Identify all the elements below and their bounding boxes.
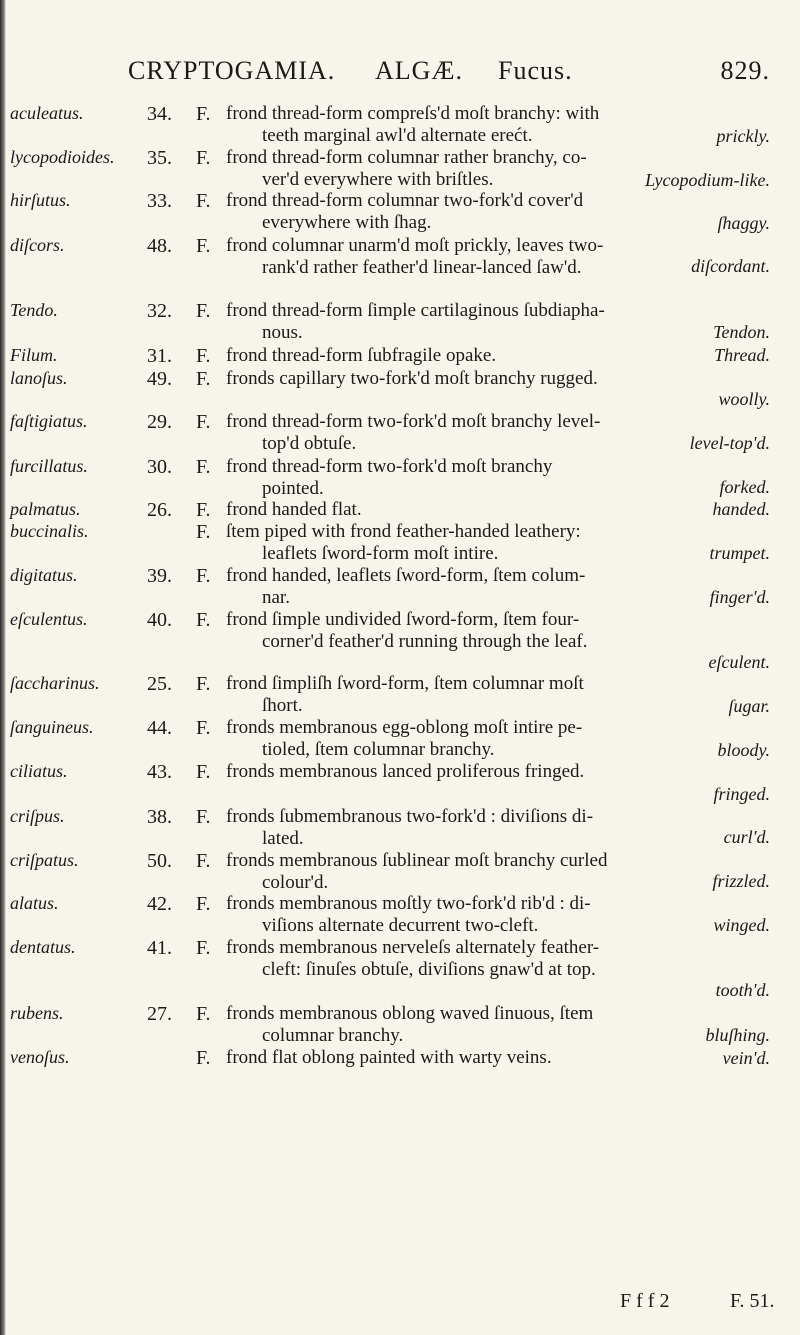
species-description	[226, 565, 768, 609]
english-name: bloody.	[717, 740, 770, 760]
species-description	[226, 235, 768, 279]
species-latin-name: buccinalis.	[10, 521, 89, 541]
english-name: woolly.	[718, 389, 770, 409]
species-number: 33.	[147, 190, 172, 212]
species-latin-name: eſculentus.	[10, 609, 88, 629]
species-latin-name: rubens.	[10, 1003, 64, 1023]
description-line: fronds ſubmembranous two-fork'd : diviſions di-	[226, 806, 594, 827]
species-description	[226, 300, 768, 344]
species-number: 42.	[147, 893, 172, 915]
genus-abbreviation: F.	[196, 368, 211, 390]
species-description	[226, 190, 768, 234]
species-number: 29.	[147, 411, 172, 433]
english-name: trumpet.	[709, 543, 770, 563]
genus-abbreviation: F.	[196, 609, 211, 631]
species-latin-name: Tendo.	[10, 300, 58, 320]
species-latin-name: dentatus.	[10, 937, 76, 957]
species-number: 38.	[147, 806, 172, 828]
description-line: leaflets ſword-form moſt intire.	[262, 543, 499, 564]
description-line: viſions alternate decurrent two-cleft.	[262, 915, 539, 936]
description-line: frond thread-form compreſs'd moſt branchy: with	[226, 103, 600, 124]
english-name: bluſhing.	[705, 1025, 770, 1045]
genus-abbreviation: F.	[196, 806, 211, 828]
description-line: frond ſimpliſh ſword-form, ſtem columnar moſt	[226, 673, 584, 694]
english-name: winged.	[713, 915, 770, 935]
species-latin-name: venoſus.	[10, 1047, 70, 1067]
species-latin-name: aculeatus.	[10, 103, 84, 123]
species-latin-name: palmatus.	[10, 499, 81, 519]
description-line: pointed.	[262, 478, 324, 499]
species-description	[226, 368, 768, 390]
description-line: frond handed flat.	[226, 499, 362, 520]
description-line: colour'd.	[262, 872, 329, 893]
species-number: 25.	[147, 673, 172, 695]
species-latin-name: furcillatus.	[10, 456, 88, 476]
species-number: 27.	[147, 1003, 172, 1025]
english-name: tooth'd.	[715, 980, 770, 1000]
description-line: frond ſimple undivided ſword-form, ſtem four-	[226, 609, 580, 630]
description-line: fronds membranous nerveleſs alternately feather-	[226, 937, 600, 958]
species-latin-name: criſpus.	[10, 806, 65, 826]
english-name: Lycopodium-like.	[645, 170, 770, 190]
species-description	[226, 1047, 768, 1069]
species-latin-name: alatus.	[10, 893, 59, 913]
description-line: frond thread-form two-fork'd moſt branchy	[226, 456, 553, 477]
description-line: everywhere with ſhag.	[262, 212, 432, 233]
description-line: fronds membranous ſublinear moſt branchy curled	[226, 850, 608, 871]
species-description	[226, 761, 768, 783]
genus-abbreviation: F.	[196, 761, 211, 783]
species-description	[226, 345, 768, 367]
species-latin-name: lanoſus.	[10, 368, 68, 388]
description-line: frond flat oblong painted with warty veins.	[226, 1047, 552, 1068]
genus-abbreviation: F.	[196, 300, 211, 322]
english-name: forked.	[719, 477, 770, 497]
description-line: frond thread-form columnar rather branchy, co-	[226, 147, 587, 168]
species-latin-name: diſcors.	[10, 235, 65, 255]
description-line: ſtem piped with frond feather-handed leathery:	[226, 521, 581, 542]
running-header	[128, 56, 770, 96]
description-line: nar.	[262, 587, 290, 608]
genus-abbreviation: F.	[196, 1003, 211, 1025]
english-name: curl'd.	[723, 827, 770, 847]
genus-abbreviation: F.	[196, 103, 211, 125]
species-latin-name: ſanguineus.	[10, 717, 94, 737]
species-description	[226, 673, 768, 717]
genus-abbreviation: F.	[196, 850, 211, 872]
english-name: Thread.	[714, 345, 770, 365]
genus-abbreviation: F.	[196, 345, 211, 367]
species-description	[226, 411, 768, 455]
species-number: 44.	[147, 717, 172, 739]
genus-abbreviation: F.	[196, 456, 211, 478]
species-number: 35.	[147, 147, 172, 169]
species-number: 49.	[147, 368, 172, 390]
genus-abbreviation: F.	[196, 411, 211, 433]
species-latin-name: digitatus.	[10, 565, 78, 585]
description-line: cleft: ſinuſes obtuſe, diviſions gnaw'd at top.	[262, 959, 596, 980]
species-number: 30.	[147, 456, 172, 478]
signature-mark: F f f 2	[620, 1290, 670, 1312]
header-order: ALGÆ.	[375, 56, 464, 85]
english-name: finger'd.	[709, 587, 770, 607]
description-line: lated.	[262, 828, 304, 849]
species-description	[226, 456, 768, 500]
species-number: 34.	[147, 103, 172, 125]
species-number: 41.	[147, 937, 172, 959]
description-line: ver'd everywhere with briſtles.	[262, 169, 494, 190]
description-line: fronds membranous lanced proliferous fringed.	[226, 761, 585, 782]
species-latin-name: faſtigiatus.	[10, 411, 88, 431]
english-name: frizzled.	[712, 871, 770, 891]
species-number: 43.	[147, 761, 172, 783]
species-description	[226, 609, 768, 653]
genus-abbreviation: F.	[196, 147, 211, 169]
description-line: tioled, ſtem columnar branchy.	[262, 739, 495, 760]
english-name: prickly.	[716, 126, 770, 146]
genus-abbreviation: F.	[196, 1047, 211, 1069]
species-description	[226, 937, 768, 981]
species-number: 32.	[147, 300, 172, 322]
description-line: fronds membranous oblong waved ſinuous, ſtem	[226, 1003, 594, 1024]
description-line: corner'd feather'd running through the leaf.	[262, 631, 588, 652]
species-number: 39.	[147, 565, 172, 587]
english-name: diſcordant.	[691, 256, 770, 276]
genus-abbreviation: F.	[196, 673, 211, 695]
description-line: top'd obtuſe.	[262, 433, 357, 454]
genus-abbreviation: F.	[196, 521, 211, 543]
description-line: columnar branchy.	[262, 1025, 404, 1046]
species-description	[226, 499, 768, 521]
catchword: F. 51.	[730, 1290, 775, 1312]
english-name: ſhaggy.	[717, 213, 770, 233]
description-line: frond columnar unarm'd moſt prickly, leaves two-	[226, 235, 604, 256]
english-name: Tendon.	[713, 322, 770, 342]
description-line: frond thread-form ſubfragile opake.	[226, 345, 497, 366]
page-number: 829.	[720, 56, 770, 85]
header-class: CRYPTOGAMIA.	[128, 56, 336, 85]
description-line: nous.	[262, 322, 303, 343]
species-latin-name: hirſutus.	[10, 190, 71, 210]
description-line: fronds membranous moſtly two-fork'd rib'd : di-	[226, 893, 591, 914]
description-line: frond thread-form columnar two-fork'd cover'd	[226, 190, 584, 211]
description-line: frond thread-form ſimple cartilaginous ſubdiapha-	[226, 300, 605, 321]
description-line: teeth marginal awl'd alternate erećt.	[262, 125, 533, 146]
species-number: 50.	[147, 850, 172, 872]
english-name: fringed.	[713, 784, 770, 804]
english-name: level-top'd.	[689, 433, 770, 453]
species-number: 31.	[147, 345, 172, 367]
species-description	[226, 1003, 768, 1047]
species-description	[226, 103, 768, 147]
genus-abbreviation: F.	[196, 235, 211, 257]
species-latin-name: criſpatus.	[10, 850, 79, 870]
species-number: 40.	[147, 609, 172, 631]
species-number: 26.	[147, 499, 172, 521]
genus-abbreviation: F.	[196, 190, 211, 212]
species-description	[226, 893, 768, 937]
description-line: fronds capillary two-fork'd moſt branchy rugged.	[226, 368, 598, 389]
binding-shadow	[0, 0, 6, 1335]
genus-abbreviation: F.	[196, 717, 211, 739]
description-line: ſhort.	[262, 695, 303, 716]
genus-abbreviation: F.	[196, 499, 211, 521]
species-description	[226, 717, 768, 761]
header-genus: Fucus.	[498, 56, 573, 85]
species-description	[226, 850, 768, 894]
english-name: ſugar.	[728, 696, 770, 716]
species-latin-name: ciliatus.	[10, 761, 68, 781]
description-line: rank'd rather feather'd linear-lanced ſaw'd.	[262, 257, 582, 278]
description-line: frond thread-form two-fork'd moſt branchy level-	[226, 411, 601, 432]
genus-abbreviation: F.	[196, 565, 211, 587]
species-latin-name: Filum.	[10, 345, 58, 365]
species-description	[226, 521, 768, 565]
english-name: handed.	[712, 499, 770, 519]
genus-abbreviation: F.	[196, 893, 211, 915]
english-name: vein'd.	[722, 1048, 770, 1068]
species-latin-name: ſaccharinus.	[10, 673, 100, 693]
species-number: 48.	[147, 235, 172, 257]
description-line: fronds membranous egg-oblong moſt intire pe-	[226, 717, 583, 738]
species-latin-name: lycopodioides.	[10, 147, 115, 167]
species-description	[226, 806, 768, 850]
genus-abbreviation: F.	[196, 937, 211, 959]
description-line: frond handed, leaflets ſword-form, ſtem colum-	[226, 565, 586, 586]
english-name: eſculent.	[708, 652, 770, 672]
